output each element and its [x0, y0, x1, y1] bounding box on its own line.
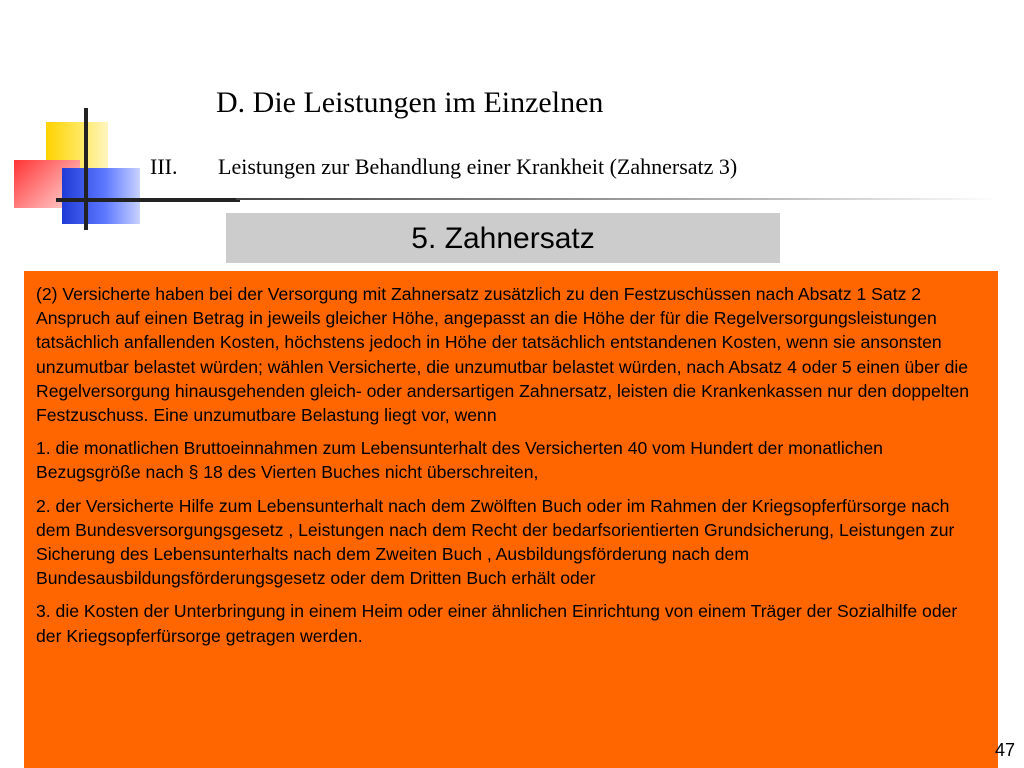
list-item-3: 3. die Kosten der Unterbringung in einem Heim oder einer ähnlichen Einrichtung von einem Träger der Sozialhilfe oder der Kriegsopferfürsorge getragen werden.	[36, 601, 958, 646]
subtitle-text: Leistungen zur Behandlung einer Krankheit (Zahnersatz 3)	[218, 154, 738, 179]
section-heading: 5. Zahnersatz	[226, 213, 780, 263]
decorative-squares-logo-icon	[0, 0, 240, 240]
logo-horizontal-line	[56, 198, 240, 202]
list-item-2: 2. der Versicherte Hilfe zum Lebensunterhalt nach dem Zwölften Buch oder im Rahmen der Kriegsopferfürsorge nach dem Bundesversorgungsgesetz , Leistungen nach dem Recht der bedarfsorientierten Grundsicherung, Leistungen zur Sicherung des Lebensunterhalts nach dem Zweiten Buch , Ausbildungsförderung nach dem Bundesausbildungsförderungsgesetz oder dem Dritten Buch erhält oder	[36, 495, 955, 589]
header-divider	[236, 198, 998, 200]
slide-title: D. Die Leistungen im Einzelnen	[216, 86, 604, 119]
page-number: 47	[995, 740, 1016, 760]
paragraph-intro: (2) Versicherte haben bei der Versorgung mit Zahnersatz zusätzlich zu den Festzuschüssen nach Absatz 1 Satz 2 Anspruch auf einen Betrag in jeweils gleicher Höhe, angepasst an die Höhe der für die Regelversorgungsleistungen tatsächlich anfallenden Kosten, höchstens jedoch in Höhe der tatsächlich entstandenen Kosten, wenn sie ansonsten unzumutbar belastet würden; wählen Versicherte, die unzumutbar belastet würden, nach Absatz 4 oder 5 einen über die Regelversorgung hinausgehenden gleich- oder andersartigen Zahnersatz, leisten die Krankenkassen nur den doppelten Festzuschuss. Eine unzumutbare Belastung liegt vor, wenn	[36, 284, 970, 426]
blue-square	[62, 168, 140, 224]
subtitle-number: III.	[150, 154, 178, 179]
list-item-1: 1. die monatlichen Bruttoeinnahmen zum Lebensunterhalt des Versicherten 40 vom Hundert der monatlichen Bezugsgröße nach § 18 des Vierten Buches nicht überschreiten,	[36, 438, 883, 483]
content-box	[24, 271, 998, 768]
logo-vertical-line	[84, 108, 88, 230]
slide-subtitle	[150, 154, 737, 180]
